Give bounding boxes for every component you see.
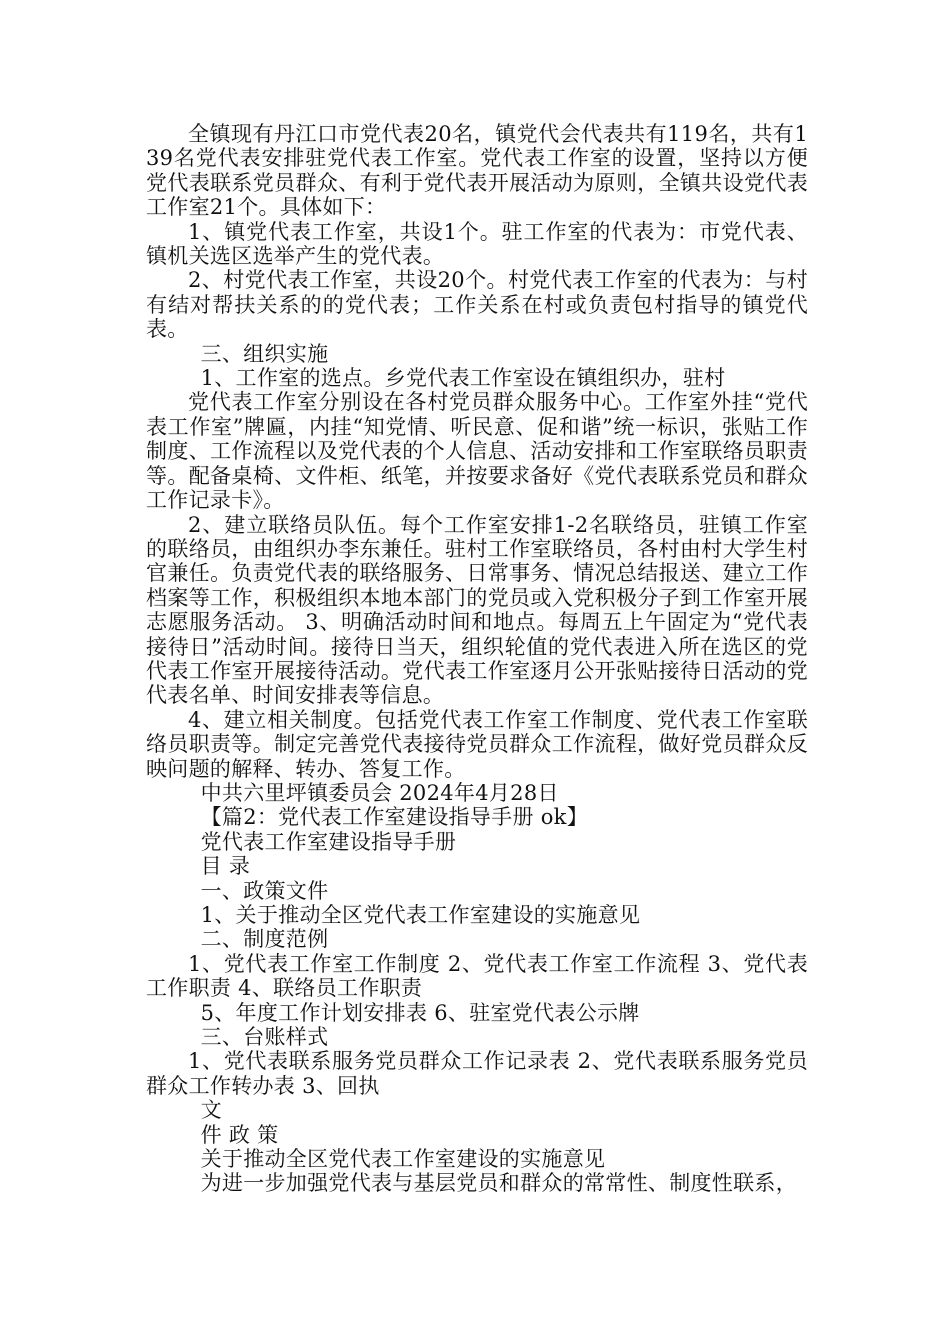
section-title: 【篇2：党代表工作室建设指导手册 ok】 [200,805,588,830]
policy-doc-title: 关于推动全区党代表工作室建设的实施意见 [200,1147,606,1172]
policy-heading-part1: 文 [200,1098,222,1123]
document-body [146,122,808,1196]
toc-system-items: 1、党代表工作室工作制度 2、党代表工作室工作流程 3、党代表工作职责 4、联络员工作职责 [146,951,808,1001]
signature-date: 中共六里坪镇委员会 2024年4月28日 [200,780,559,805]
policy-doc-intro: 为进一步加强党代表与基层党员和群众的常常性、制度性联系， [200,1171,797,1196]
toc-policy: 一、政策文件 [200,878,329,903]
paragraph-related-systems: 4、建立相关制度。包括党代表工作室工作制度、党代表工作室联络员职责等。制定完善党代表接待党员群众工作流程，做好党员群众反映问题的解释、转办、答复工作。 [146,707,808,781]
paragraph-site-details: 党代表工作室分别设在各村党员群众服务中心。工作室外挂“党代表工作室”牌匾，内挂“知党情、听民意、促和谐”统一标识，张贴工作制度、工作流程以及党代表的个人信息、活动安排和工作室联络员职责等。配备桌椅、文件柜、纸笔，并按要求备好《党代表联系党员和群众工作记录卡》。 [146,390,808,513]
paragraph-town-office: 1、镇党代表工作室，共设1个。驻工作室的代表为：市党代表、镇机关选区选举产生的党代表。 [146,219,808,269]
toc-system: 二、制度范例 [200,927,329,952]
toc-system-items-2: 5、年度工作计划安排表 6、驻室党代表公示牌 [200,1000,640,1025]
paragraph-overview: 全镇现有丹江口市党代表20名，镇党代会代表共有119名，共有139名党代表安排驻党代表工作室。党代表工作室的设置，坚持以方便党代表联系党员群众、有利于党代表开展活动为原则，全镇共设党代表工作室21个。具体如下： [146,122,808,220]
toc-heading: 目 录 [200,854,251,879]
paragraph-village-office: 2、村党代表工作室，共设20个。村党代表工作室的代表为：与村有结对帮扶关系的的党代表；工作关系在村或负责包村指导的镇党代表。 [146,268,808,342]
paragraph-site-selection: 1、工作室的选点。乡党代表工作室设在镇组织办，驻村 [200,366,726,391]
manual-title: 党代表工作室建设指导手册 [200,829,457,854]
policy-heading-part2: 件 政 策 [200,1122,279,1147]
heading-organization: 三、组织实施 [200,341,329,366]
toc-ledger: 三、台账样式 [200,1025,329,1050]
toc-ledger-items: 1、党代表联系服务党员群众工作记录表 2、党代表联系服务党员群众工作转办表 3、回执 [146,1049,808,1098]
toc-policy-item: 1、关于推动全区党代表工作室建设的实施意见 [200,903,641,927]
paragraph-liaison-team: 2、建立联络员队伍。每个工作室安排1-2名联络员，驻镇工作室的联络员，由组织办李东兼任。驻村工作室联络员，各村由村大学生村官兼任。负责党代表的联络服务、日常事务、情况总结报送、建立工作档案等工作，积极组织本地本部门的党员或入党积极分子到工作室开展志愿服务活动。 3、明确活动时间和地点。每周五上午固定为“党代表接待日”活动时间。接待日当天，组织轮值的党代表进入所在选区的党代表工作室开展接待活动。党代表工作室逐月公开张贴接待日活动的党代表名单、时间安排表等信息。 [146,512,808,708]
